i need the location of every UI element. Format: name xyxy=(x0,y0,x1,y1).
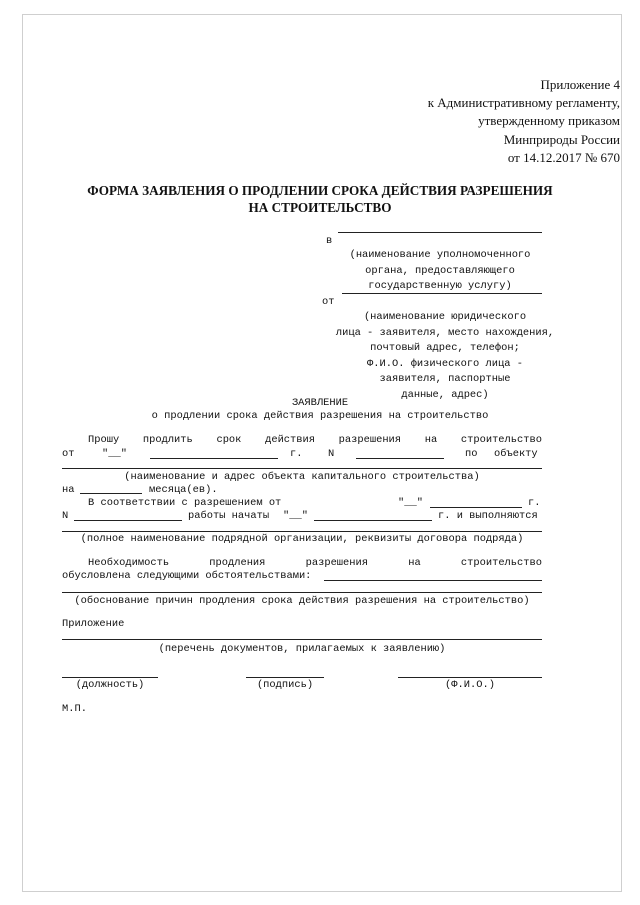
signature-caption: (подпись) xyxy=(256,679,314,691)
number-mark: N xyxy=(328,448,335,460)
from-caption: (наименование юридического лица - заявителя, место нахождения, почтовый адрес, телефон; Ф.И.О. физического лица - заявителя, паспортные данные, адрес) xyxy=(335,311,555,401)
name-caption: (Ф.И.О.) xyxy=(445,679,495,691)
term-field[interactable] xyxy=(80,493,142,494)
appendix-number: Приложение 4 xyxy=(540,77,620,92)
permit-quote: "__" xyxy=(398,497,423,509)
date-quote: "__" xyxy=(102,448,127,460)
appendix-regulation: к Административному регламенту, xyxy=(427,95,620,111)
year-mark: г. xyxy=(290,448,303,460)
works-date-field[interactable] xyxy=(314,520,432,521)
permit-date-field[interactable] xyxy=(150,458,278,459)
permit-number-field[interactable] xyxy=(356,458,444,459)
necessity-line2: обусловлена следующими обстоятельствами: xyxy=(62,570,312,582)
form-title xyxy=(60,182,580,216)
appendix-header xyxy=(320,76,620,167)
term-suffix: месяца(ев). xyxy=(149,484,218,496)
to-caption: (наименование уполномоченного органа, предоставляющего государственную услугу) xyxy=(349,249,531,292)
permit-number: N xyxy=(62,510,69,522)
object-caption: (наименование и адрес объекта капитального строительства) xyxy=(124,471,480,483)
from-field[interactable] xyxy=(342,293,542,294)
works-year: г. и выполняются xyxy=(438,510,538,522)
statement-subheading: о продлении срока действия разрешения на строительство xyxy=(151,410,489,422)
appendix-approved: утвержденному приказом xyxy=(478,113,620,129)
from-prefix: от xyxy=(322,296,335,308)
attachment-field[interactable] xyxy=(62,639,542,640)
position-field[interactable] xyxy=(62,677,158,678)
permit-year: г. xyxy=(528,497,541,509)
works-started: работы начаты xyxy=(188,510,270,522)
form-title-line2: НА СТРОИТЕЛЬСТВО xyxy=(248,200,392,215)
permit-number-field-2[interactable] xyxy=(74,520,182,521)
seal-mark: М.П. xyxy=(62,703,87,715)
appendix-ministry: Минприроды России xyxy=(503,131,620,147)
request-line: Прошу продлить срок действия разрешения на строительство xyxy=(88,434,542,446)
object-field[interactable] xyxy=(62,468,542,469)
form-title-line1: ФОРМА ЗАЯВЛЕНИЯ О ПРОДЛЕНИИ СРОКА ДЕЙСТВИЯ РАЗРЕШЕНИЯ xyxy=(87,183,553,198)
statement-heading: ЗАЯВЛЕНИЕ xyxy=(291,397,349,409)
permit-from-field[interactable] xyxy=(430,507,522,508)
by-word: по xyxy=(465,448,478,460)
to-prefix: в xyxy=(326,235,333,247)
object-word: объекту xyxy=(494,448,538,460)
from-word: от xyxy=(62,448,75,460)
position-caption: (должность) xyxy=(75,679,145,691)
attachment-caption: (перечень документов, прилагаемых к заявлению) xyxy=(158,643,446,655)
term-prefix: на xyxy=(62,484,75,496)
name-field[interactable] xyxy=(398,677,542,678)
appendix-date: от 14.12.2017 № 670 xyxy=(507,149,620,165)
necessity-line: Необходимость продления разрешения на строительство xyxy=(88,557,542,569)
contractor-field[interactable] xyxy=(62,531,542,532)
permit-line: В соответствии с разрешением от xyxy=(88,497,282,509)
reasons-field[interactable] xyxy=(62,592,542,593)
signature-field[interactable] xyxy=(246,677,324,678)
reasons-caption: (обоснование причин продления срока действия разрешения на строительство) xyxy=(74,595,530,607)
works-quote: "__" xyxy=(283,510,308,522)
circumstances-field[interactable] xyxy=(324,580,542,581)
attachment-label: Приложение xyxy=(62,618,125,630)
to-field[interactable] xyxy=(338,232,542,233)
contractor-caption: (полное наименование подрядной организации, реквизиты договора подряда) xyxy=(80,533,524,545)
